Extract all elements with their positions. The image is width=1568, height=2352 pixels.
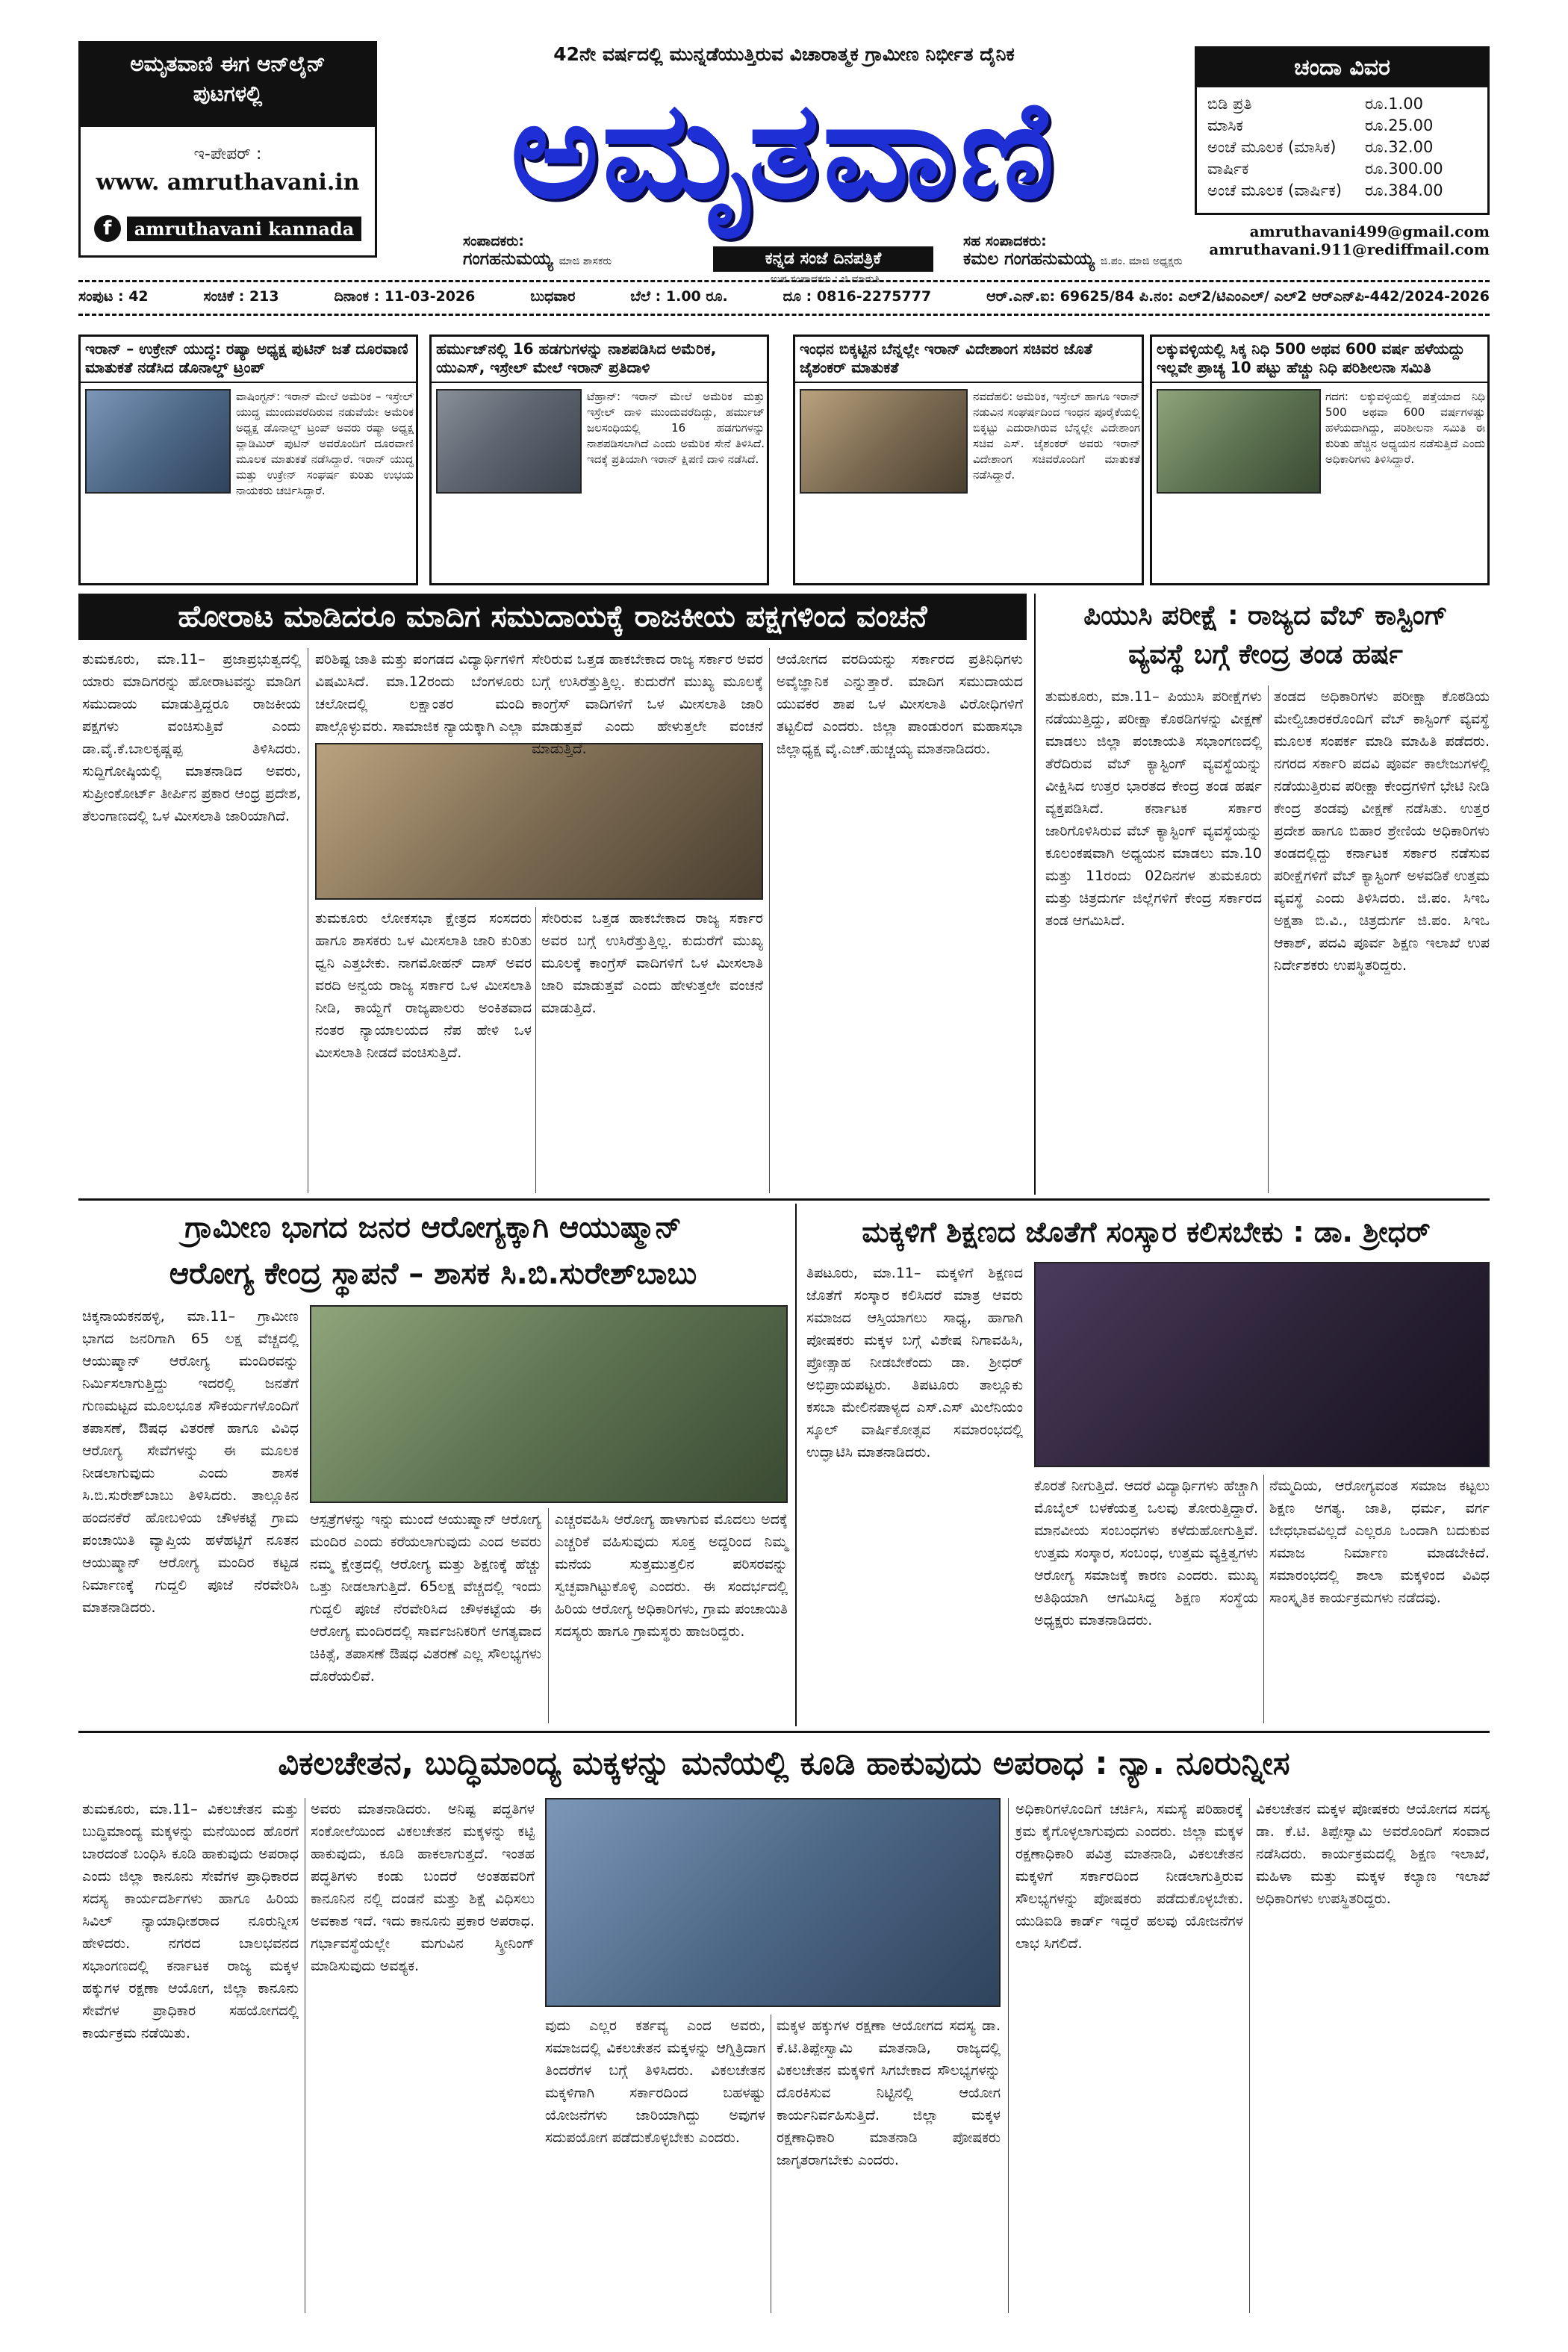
masthead-tagline: 42ನೇ ವರ್ಷದಲ್ಲಿ ಮುನ್ನಡೆಯುತ್ತಿರುವ ವಿಚಾರಾತ್ಮಕ ಗ್ರಾಮೀಣ ನಿರ್ಭೀತ ದೈನಿಕ xyxy=(553,43,1015,65)
volume: ಸಂಪುಟ : 42 xyxy=(78,288,149,305)
email-secondary[interactable]: amruthavani.911@rediffmail.com xyxy=(1209,240,1490,258)
story1-col3b: ಸೇರಿರುವ ಒತ್ತಡ ಹಾಕಬೇಕಾದ ರಾಜ್ಯ ಸರ್ಕಾರ ಅವರ ಬಗ್ಗೆ ಉಸಿರೆತ್ತುತ್ತಿಲ್ಲ. ಕುದುರೆಗೆ ಮುಖ್ಯ ಮೂಲಕ್ಕೆ ಕಾಂಗ್ರೆಸ್ ವಾದಿಗಳಿಗೆ ಒಳ ಮೀಸಲಾತಿ ಜಾರಿ ಮಾಡುತ್ತವೆ ಎಂದು ಹೇಳುತ್ತಲೇ ವಂಚನೆ ಮಾಡುತ್ತಿದೆ. xyxy=(541,910,763,1016)
teaser-photo xyxy=(1157,389,1321,494)
story3-headline-line1[interactable]: ಗ್ರಾಮೀಣ ಭಾಗದ ಜನರ ಆರೋಗ್ಯಕ್ಕಾಗಿ ಆಯುಷ್ಮಾನ್ xyxy=(184,1210,682,1245)
story4-col3: ನೆಮ್ಮದಿಯ, ಆರೋಗ್ಯವಂತ ಸಮಾಜ ಕಟ್ಟಲು ಶಿಕ್ಷಣ ಅಗತ್ಯ. ಜಾತಿ, ಧರ್ಮ, ವರ್ಗ ಬೇಧಭಾವವಿಲ್ಲದೆ ಎಲ್ಲರೂ ಒಂದಾಗಿ ಬದುಕುವ ಸಮಾಜ ನಿರ್ಮಾಣ ಮಾಡಬೇಕಿದೆ. ಸಮಾರಂಭದಲ್ಲಿ ಶಾಲಾ ಮಕ್ಕಳಿಂದ ವಿವಿಧ ಸಾಂಸ್ಕೃತಿಕ ಕಾರ್ಯಕ್ರಮಗಳು ನಡೆದವು. xyxy=(1269,1478,1490,1606)
co-editor-label: ಸಹ ಸಂಪಾದಕರು: xyxy=(963,233,1047,249)
co-editor-name: ಕಮಲ ಗಂಗಹನುಮಯ್ಯ xyxy=(963,249,1095,269)
section-rule xyxy=(78,1731,1490,1733)
teaser-photo xyxy=(85,389,231,494)
teaser-text: ವಾಷಿಂಗ್ಟನ್: ಇರಾನ್ ಮೇಲೆ ಅಮೆರಿಕ – ಇಸ್ರೇಲ್ ಯುದ್ಧ ಮುಂದುವರೆದಿರುವ ನಡುವೆಯೇ ಅಮೆರಿಕ ಅಧ್ಯಕ್ಷ ಡೊನಾಲ್ಡ್ ಟ್ರಂಪ್ ಅವರು ರಷ್ಯಾ ಅಧ್ಯಕ್ಷ ವ್ಲಾಡಿಮಿರ್ ಪುಟಿನ್ ಅವರೊಂದಿಗೆ ದೂರವಾಣಿ ಮೂಲಕ ಮಾತುಕತೆ ನಡೆಸಿದ್ದಾರೆ. ಇರಾನ್ ಯುದ್ಧ ಮತ್ತು ಉಕ್ರೇನ್ ಸಂಘರ್ಷ ಕುರಿತು ಉಭಯ ನಾಯಕರು ಚರ್ಚಿಸಿದ್ದಾರೆ. xyxy=(236,390,414,497)
story4-headline[interactable]: ಮಕ್ಕಳಿಗೆ ಶಿಕ್ಷಣದ ಜೊತೆಗೆ ಸಂಸ್ಕಾರ ಕಲಿಸಬೇಕು : ಡಾ. ಶ್ರೀಧರ್ xyxy=(862,1216,1431,1248)
section-rule xyxy=(78,1198,1490,1201)
teaser-title: ಇಂಧನ ಬಿಕ್ಕಟ್ಟಿನ ಬೆನ್ನಲ್ಲೇ ಇರಾನ್ ವಿದೇಶಾಂಗ ಸಚಿವರ ಜೊತೆ ಜೈಶಂಕರ್ ಮಾತುಕತೆ xyxy=(795,337,1142,383)
editor-name: ಗಂಗಹನುಮಯ್ಯ xyxy=(463,249,553,269)
phone: ದೂ : 0816-2275777 xyxy=(783,288,932,305)
story2-headline-line2[interactable]: ವ್ಯವಸ್ಥೆ ಬಗ್ಗೆ ಕೇಂದ್ರ ತಂಡ ಹರ್ಷ xyxy=(1128,639,1403,670)
teaser-box-2[interactable] xyxy=(429,335,769,585)
subscription-row: ಬಿಡಿ ಪ್ರತಿ ರೂ. 1.00 xyxy=(1207,95,1423,113)
email-primary[interactable]: amruthavani499@gmail.com xyxy=(1249,223,1490,240)
story4-col1: ತಿಪಟೂರು, ಮಾ.11– ಮಕ್ಕಳಿಗೆ ಶಿಕ್ಷಣದ ಜೊತೆಗೆ ಸಂಸ್ಕಾರ ಕಲಿಸಿದರೆ ಮಾತ್ರ ಆವರು ಸಮಾಜದ ಆಸ್ತಿಯಾಗಲು ಸಾಧ್ಯ, ಹಾಗಾಗಿ ಪೋಷಕರು ಮಕ್ಕಳ ಬಗ್ಗೆ ವಿಶೇಷ ನಿಗಾವಹಿಸಿ, ಪ್ರೋತ್ಸಾಹ ನೀಡಬೇಕೆಂದು ಡಾ. ಶ್ರೀಧರ್ ಅಭಿಪ್ರಾಯಪಟ್ಟರು. ತಿಪಟೂರು ತಾಲ್ಲೂಕು ಕಸಬಾ ಮೇಲಿನಪಾಳ್ಯದ ಎಸ್.ಎಸ್ ಮಿಲೆನಿಯಂ ಸ್ಕೂಲ್ ವಾರ್ಷಿಕೋತ್ಸವ ಸಮಾರಂಭದಲ್ಲಿ ಉದ್ಘಾಟಿಸಿ ಮಾತನಾಡಿದರು. xyxy=(806,1265,1023,1460)
story1-headline-bar xyxy=(78,594,1027,640)
story1-col2: ಪರಿಶಿಷ್ಟ ಜಾತಿ ಮತ್ತು ಪಂಗಡದ ವಿದ್ಯಾರ್ಥಿಗಳಿಗೆ ವಿಷಮಿಸಿದೆ. ಮಾ.12ರಂದು ಬೆಂಗಳೂರು ಚಲೋದಲ್ಲಿ ಲಕ್ಷಾಂತರ ಮಂದಿ ಪಾಲ್ಗೊಳ್ಳುವರು. ಸಾಮಾಜಿಕ ನ್ಯಾಯಕ್ಕಾಗಿ ಎಲ್ಲಾ xyxy=(315,651,524,735)
story5-col6: ವಿಕಲಚೇತನ ಮಕ್ಕಳ ಪೋಷಕರು ಆಯೋಗದ ಸದಸ್ಯ ಡಾ. ಕೆ.ಟಿ. ತಿಪ್ಪೇಸ್ವಾಮಿ ಅವರೊಂದಿಗೆ ಸಂವಾದ ನಡೆಸಿದರು. ಕಾರ್ಯಕ್ರಮದಲ್ಲಿ ಶಿಕ್ಷಣ ಇಲಾಖೆ, ಮಹಿಳಾ ಮತ್ತು ಮಕ್ಕಳ ಕಲ್ಯಾಣ ಇಲಾಖೆ ಅಧಿಕಾರಿಗಳು ಉಪಸ್ಥಿತರಿದ್ದರು. xyxy=(1256,1801,1490,1907)
teaser-title: ಹರ್ಮುಜ್‌ನಲ್ಲಿ 16 ಹಡಗುಗಳನ್ನು ನಾಶಪಡಿಸಿದ ಅಮೆರಿಕ, ಯುಎಸ್, ಇಸ್ರೇಲ್ ಮೇಲೆ ಇರಾನ್ ಪ್ರತಿದಾಳಿ xyxy=(432,337,767,383)
teaser-box-1[interactable] xyxy=(78,335,418,585)
website-link[interactable]: www. amruthavani.in xyxy=(96,169,360,196)
story1-col2b: ತುಮಕೂರು ಲೋಕಸಭಾ ಕ್ಷೇತ್ರದ ಸಂಸದರು ಹಾಗೂ ಶಾಸಕರು ಒಳ ಮೀಸಲಾತಿ ಜಾರಿ ಕುರಿತು ಧ್ವನಿ ಎತ್ತಬೇಕು. ನಾಗಮೋಹನ್ ದಾಸ್ ಅವರ ವರದಿ ಅನ್ವಯ ರಾಜ್ಯ ಸರ್ಕಾರ ಒಳ ಮೀಸಲಾತಿ ನೀಡಿ, ಕಾಯ್ದೆಗೆ ರಾಜ್ಯಪಾಲರು ಅಂಕಿತವಾದ ನಂತರ ನ್ಯಾಯಾಲಯದ ನೆಪ ಹೇಳಿ ಒಳ ಮೀಸಲಾತಿ ನೀಡದೆ ವಂಚಿಸುತ್ತಿದೆ. xyxy=(315,910,532,1061)
story2-col2: ತಂಡದ ಅಧಿಕಾರಿಗಳು ಪರೀಕ್ಷಾ ಕೊಠಡಿಯ ಮೇಲ್ವಿಚಾರಕರೊಂದಿಗೆ ವೆಬ್ ಕಾಸ್ಟಿಂಗ್ ವ್ಯವಸ್ಥೆ ಮೂಲಕ ಸಂಪರ್ಕ ಮಾಡಿ ಮಾಹಿತಿ ಪಡೆದರು. ನಗರದ ಸರ್ಕಾರಿ ಪದವಿ ಪೂರ್ವ ಕಾಲೇಜುಗಳಲ್ಲಿ ನಡೆಯುತ್ತಿರುವ ಪರೀಕ್ಷಾ ಕೇಂದ್ರಗಳಿಗೆ ಭೇಟಿ ನೀಡಿ ಕೇಂದ್ರ ತಂಡವು ವೀಕ್ಷಣೆ ನಡೆಸಿತು. ಉತ್ತರ ಪ್ರದೇಶ ಹಾಗೂ ಬಿಹಾರ ಶ್ರೇಣಿಯ ಅಧಿಕಾರಿಗಳು ತಂಡದಲ್ಲಿದ್ದು ಕರ್ನಾಟಕ ಸರ್ಕಾರ ನಡೆಸುವ ಪರೀಕ್ಷೆಗಳಿಗೆ ವೆಬ್ ಕ್ಯಾಸ್ಟಿಂಗ್ ಅಳವಡಿಕೆ ಉತ್ತಮ ವ್ಯವಸ್ಥೆ ಎಂದು ತಿಳಿಸಿದರು. ಜಿ.ಪಂ. ಸಿಇಒ ಅಕ್ಷತಾ ಬಿ.ವಿ., ಚಿತ್ರದುರ್ಗ ಜಿ.ಪಂ. ಸಿಇಒ ಆಕಾಶ್, ಪದವಿ ಪೂರ್ವ ಶಿಕ್ಷಣ ಇಲಾಖೆ ಉಪ ನಿರ್ದೇಶಕರು ಉಪಸ್ಥಿತರಿದ್ದರು. xyxy=(1274,688,1490,974)
subscription-row: ವಾರ್ಷಿಕ ರೂ. 300.00 xyxy=(1207,160,1443,178)
epaper-label: ಇ-ಪೇಪರ್ : xyxy=(193,145,262,164)
story3-photo xyxy=(310,1305,788,1503)
dateline-bottom-rule xyxy=(78,314,1490,316)
online-promo-title: ಅಮೃತವಾಣಿ ಈಗ ಆನ್‌ಲೈನ್ ಪುಟಗಳಲ್ಲಿ xyxy=(81,43,375,127)
subscription-box xyxy=(1195,46,1490,215)
story2-headline-line1[interactable]: ಪಿಯುಸಿ ಪರೀಕ್ಷೆ : ರಾಜ್ಯದ ವೆಬ್ ಕಾಸ್ಟಿಂಗ್ xyxy=(1083,600,1448,631)
teaser-photo xyxy=(436,389,582,494)
teaser-title: ಲಕ್ಕುವಳ್ಳಿಯಲ್ಲಿ ಸಿಕ್ಕ ನಿಧಿ 500 ಅಥವ 600 ವರ್ಷ ಹಳೆಯದ್ದು ಇಲ್ಲವೇ ಪ್ರಾಚ್ಯ 10 ಪಟ್ಟು ಹೆಚ್ಚು ನಿಧಿ ಪರಿಶೀಲನಾ ಸಮಿತಿ xyxy=(1152,337,1487,383)
story1-photo xyxy=(315,743,763,900)
dateline xyxy=(78,288,1490,305)
story1-col1: ತುಮಕೂರು, ಮಾ.11– ಪ್ರಜಾಪ್ರಭುತ್ವದಲ್ಲಿ ಯಾರು ಮಾದಿಗರನ್ನು ಹೋರಾಟವನ್ನು ಮಾಡಿಗ ಸಮುದಾಯ ಮಾಡುತ್ತಿದ್ದರೂ ರಾಜಕೀಯ ಪಕ್ಷಗಳು ವಂಚಿಸುತ್ತಿವೆ ಎಂದು ಡಾ.ವೈ.ಕೆ.ಬಾಲಕೃಷ್ಣಪ್ಪ ತಿಳಿಸಿದರು. ಸುದ್ದಿಗೋಷ್ಠಿಯಲ್ಲಿ ಮಾತನಾಡಿದ ಅವರು, ಸುಪ್ರೀಂಕೋರ್ಟ್ ತೀರ್ಪಿನ ಪ್ರಕಾರ ಆಂಧ್ರ ಪ್ರದೇಶ, ತೆಲಂಗಾಣದಲ್ಲಿ ಒಳ ಮೀಸಲಾತಿ ಜಾರಿಯಾಗಿದೆ. xyxy=(82,651,301,824)
weekday: ಬುಧವಾರ xyxy=(530,288,576,305)
teaser-photo xyxy=(800,389,968,494)
subscription-row: ಮಾಸಿಕ ರೂ. 25.00 xyxy=(1207,116,1434,134)
dateline-top-rule xyxy=(78,280,1490,282)
subscription-row: ಅಂಚೆ ಮೂಲಕ (ವಾರ್ಷಿಕ) ರೂ. 384.00 xyxy=(1207,181,1443,199)
masthead-logo: ಅಮೃತವಾಣಿ xyxy=(510,72,1058,228)
co-editor-note: ಜಿ.ಪಂ. ಮಾಜಿ ಅಧ್ಯಕ್ಷರು xyxy=(1100,255,1183,267)
teaser-text: ಟೆಹ್ರಾನ್: ಇರಾನ್ ಮೇಲೆ ಅಮೆರಿಕ ಮತ್ತು ಇಸ್ರೇಲ್ ದಾಳಿ ಮುಂದುವರೆದಿದ್ದು, ಹರ್ಮುಜ್ ಜಲಸಂಧಿಯಲ್ಲಿ 16 ಹಡಗುಗಳನ್ನು ನಾಶಪಡಿಸಲಾಗಿದೆ ಎಂದು ಅಮೆರಿಕ ಸೇನೆ ತಿಳಿಸಿದೆ. ಇದಕ್ಕೆ ಪ್ರತಿಯಾಗಿ ಇರಾನ್ ಕ್ಷಿಪಣಿ ದಾಳಿ ನಡೆಸಿದೆ. xyxy=(587,390,765,466)
sub-editor: ಉಪ ಸಂಪಾದಕರು : ಜಿ.ಮಾರುತಿ xyxy=(770,273,880,285)
teaser-text: ಗದಗ: ಲಕ್ಕುವಳ್ಳಿಯಲ್ಲಿ ಪತ್ತೆಯಾದ ನಿಧಿ 500 ಅಥವಾ 600 ವರ್ಷಗಳಷ್ಟು ಹಳೆಯದಾಗಿದ್ದು, ಪರಿಶೀಲನಾ ಸಮಿತಿ ಈ ಕುರಿತು ಹೆಚ್ಚಿನ ಅಧ್ಯಯನ ನಡೆಸುತ್ತಿದೆ ಎಂದು ಅಧಿಕಾರಿಗಳು ತಿಳಿಸಿದ್ದಾರೆ. xyxy=(1325,390,1485,466)
editor-block xyxy=(463,233,747,269)
story5-col1: ತುಮಕೂರು, ಮಾ.11– ವಿಕಲಚೇತನ ಮತ್ತು ಬುದ್ಧಿಮಾಂದ್ಯ ಮಕ್ಕಳನ್ನು ಮನೆಯಿಂದ ಹೊರಗೆ ಬಾರದಂತೆ ಬಂಧಿಸಿ ಕೂಡಿ ಹಾಕುವುದು ಅಪರಾಧ ಎಂದು ಜಿಲ್ಲಾ ಕಾನೂನು ಸೇವೆಗಳ ಪ್ರಾಧಿಕಾರದ ಸದಸ್ಯ ಕಾರ್ಯದರ್ಶಿಗಳು ಹಾಗೂ ಹಿರಿಯ ಸಿವಿಲ್ ನ್ಯಾಯಾಧೀಶರಾದ ನೂರುನ್ನೀಸ ಹೇಳಿದರು. ನಗರದ ಬಾಲಭವನದ ಸಭಾಂಗಣದಲ್ಲಿ ಕರ್ನಾಟಕ ರಾಜ್ಯ ಮಕ್ಕಳ ಹಕ್ಕುಗಳ ರಕ್ಷಣಾ ಆಯೋಗ, ಜಿಲ್ಲಾ ಕಾನೂನು ಸೇವೆಗಳ ಪ್ರಾಧಿಕಾರ ಸಹಯೋಗದಲ್ಲಿ ಕಾರ್ಯಕ್ರಮ ನಡೆಯಿತು. xyxy=(82,1801,299,2041)
subscription-title: ಚಂದಾ ವಿವರ xyxy=(1197,49,1487,87)
online-promo-box xyxy=(78,41,377,258)
story5-col3: ವುದು ಎಲ್ಲರ ಕರ್ತವ್ಯ ಎಂದ ಅವರು, ಸಮಾಜದಲ್ಲಿ ವಿಕಲಚೇತನ ಮಕ್ಕಳನ್ನು ಆಗ್ನಿತ್ರಿದಾಗ ತಿಂದರೆಗಳ ಬಗ್ಗೆ ತಿಳಿಸಿದರು. ವಿಕಲಚೇತನ ಮಕ್ಕಳಿಗಾಗಿ ಸರ್ಕಾರದಿಂದ ಬಹಳಷ್ಟು ಯೋಜನೆಗಳು ಜಾರಿಯಾಗಿದ್ದು ಅವುಗಳ ಸದುಪಯೋಗ ಪಡೆದುಕೊಳ್ಳಬೇಕು ಎಂದರು. xyxy=(545,2017,765,2146)
teaser-box-3[interactable] xyxy=(793,335,1144,585)
story1-headline[interactable]: ಹೋರಾಟ ಮಾಡಿದರೂ ಮಾದಿಗ ಸಮುದಾಯಕ್ಕೆ ರಾಜಕೀಯ ಪಕ್ಷಗಳಿಂದ ವಂಚನೆ xyxy=(178,600,927,634)
registration: ಆರ್.ಎನ್.ಐ: 69625/84 ಪಿ.ನಂ: ಎಲ್2/ಟಿಎಂಎಲ್/ ಎಲ್2 ಆರ್‌ಎನ್‌ಪಿ-442/2024-2026 xyxy=(986,288,1490,305)
story5-col4: ಮಕ್ಕಳ ಹಕ್ಕುಗಳ ರಕ್ಷಣಾ ಆಯೋಗದ ಸದಸ್ಯ ಡಾ. ಕೆ.ಟಿ.ತಿಪ್ಪೇಸ್ವಾಮಿ ಮಾತನಾಡಿ, ರಾಜ್ಯದಲ್ಲಿ ವಿಕಲಚೇತನ ಮಕ್ಕಳಿಗೆ ಸಿಗಬೇಕಾದ ಸೌಲಭ್ಯಗಳನ್ನು ದೊರಕಿಸುವ ನಿಟ್ಟಿನಲ್ಲಿ ಆಯೋಗ ಕಾರ್ಯನಿರ್ವಹಿಸುತ್ತಿದೆ. ಜಿಲ್ಲಾ ಮಕ್ಕಳ ರಕ್ಷಣಾಧಿಕಾರಿ ಮಾತನಾಡಿ ಪೋಷಕರು ಜಾಗೃತರಾಗಬೇಕು ಎಂದರು. xyxy=(777,2017,1001,2168)
story3-col3: ಎಚ್ಚರವಹಿಸಿ ಆರೋಗ್ಯ ಹಾಳಾಗುವ ಮೊದಲು ಅದಕ್ಕೆ ಎಚ್ಚರಿಕೆ ವಹಿಸುವುದು ಸೂಕ್ತ ಅದ್ದರಿಂದ ನಿಮ್ಮ ಮನೆಯ ಸುತ್ತಮುತ್ತಲಿನ ಪರಿಸರವನ್ನು ಸ್ವಚ್ಛವಾಗಿಟ್ಟುಕೊಳ್ಳಿ ಎಂದರು. ಈ ಸಂದರ್ಭದಲ್ಲಿ ಹಿರಿಯ ಆರೋಗ್ಯ ಅಧಿಕಾರಿಗಳು, ಗ್ರಾಮ ಪಂಚಾಯಿತಿ ಸದಸ್ಯರು ಹಾಗೂ ಗ್ರಾಮಸ್ಥರು ಹಾಜರಿದ್ದರು. xyxy=(555,1511,788,1640)
story2-col1: ತುಮಕೂರು, ಮಾ.11– ಪಿಯುಸಿ ಪರೀಕ್ಷೆಗಳು ನಡೆಯುತ್ತಿದ್ದು, ಪರೀಕ್ಷಾ ಕೊಠಡಿಗಳನ್ನು ವೀಕ್ಷಣೆ ಮಾಡಲು ಜಿಲ್ಲಾ ಪಂಚಾಯತಿ ಸಭಾಂಗಣದಲ್ಲಿ ತೆರೆದಿರುವ ವೆಬ್ ಕ್ಯಾಸ್ಟಿಂಗ್ ವ್ಯವಸ್ಥೆಯನ್ನು ವೀಕ್ಷಿಸಿದ ಉತ್ತರ ಭಾರತದ ಕೇಂದ್ರ ತಂಡ ಹರ್ಷ ವ್ಯಕ್ತಪಡಿಸಿದೆ. ಕರ್ನಾಟಕ ಸರ್ಕಾರ ಜಾರಿಗೊಳಿಸಿರುವ ವೆಬ್ ಕ್ಯಾಸ್ಟಿಂಗ್ ವ್ಯವಸ್ಥೆಯನ್ನು ಕೂಲಂಕಷವಾಗಿ ಅಧ್ಯಯನ ಮಾಡಲು ಮಾ.10 ಮತ್ತು 11ರಂದು 02ದಿನಗಳ ತುಮಕೂರು ಮತ್ತು ಚಿತ್ರದುರ್ಗ ಜಿಲ್ಲೆಗಳಿಗೆ ಕೇಂದ್ರ ಸರ್ಕಾರದ ತಂಡ ಆಗಮಿಸಿದೆ. xyxy=(1045,688,1262,929)
story1-col3: ಸೇರಿರುವ ಒತ್ತಡ ಹಾಕಬೇಕಾದ ರಾಜ್ಯ ಸರ್ಕಾರ ಅವರ ಬಗ್ಗೆ ಉಸಿರೆತ್ತುತ್ತಿಲ್ಲ. ಕುದುರೆಗೆ ಮುಖ್ಯ ಮೂಲಕ್ಕೆ ಕಾಂಗ್ರೆಸ್ ವಾದಿಗಳಿಗೆ ಒಳ ಮೀಸಲಾತಿ ಜಾರಿ ಮಾಡುತ್ತವೆ ಎಂದು ಹೇಳುತ್ತಲೇ ವಂಚನೆ ಮಾಡುತ್ತಿದೆ. xyxy=(532,651,763,757)
story3-col2: ಆಸ್ಪತ್ರೆಗಳನ್ನು ಇನ್ನು ಮುಂದೆ ಆಯುಷ್ಮಾನ್ ಆರೋಗ್ಯ ಮಂದಿರ ಎಂದು ಕರೆಯಲಾಗುವುದು ಎಂದ ಅವರು ನಮ್ಮ ಕ್ಷೇತ್ರದಲ್ಲಿ ಆರೋಗ್ಯ ಮತ್ತು ಶಿಕ್ಷಣಕ್ಕೆ ಹೆಚ್ಚು ಒತ್ತು ನೀಡಲಾಗುತ್ತಿದೆ. 65ಲಕ್ಷ ವೆಚ್ಚದಲ್ಲಿ ಇಂದು ಗುದ್ದಲಿ ಪೂಜೆ ನೆರವೇರಿಸಿದ ಚೌಳಕಟ್ಟೆಯ ಈ ಆರೋಗ್ಯ ಮಂದಿರದಲ್ಲಿ ಸಾರ್ವಜನಿಕರಿಗೆ ಅಗತ್ಯವಾದ ಚಿಕಿತ್ಸೆ, ತಪಾಸಣೆ ಔಷಧ ವಿತರಣೆ ಎಲ್ಲ ಸೌಲಭ್ಯಗಳು ದೊರೆಯಲಿವೆ. xyxy=(310,1511,541,1684)
story1-col4: ಆಯೋಗದ ವರದಿಯನ್ನು ಸರ್ಕಾರದ ಪ್ರತಿನಿಧಿಗಳು ಅವೈಜ್ಞಾನಿಕ ಎನ್ನುತ್ತಾರೆ. ಮಾದಿಗ ಸಮುದಾಯದ ಯುವಕರ ಶಾಪ ಒಳ ಮೀಸಲಾತಿ ವಿರೋಧಿಗಳಿಗೆ ತಟ್ಟಲಿದೆ ಎಂದರು. ಜಿಲ್ಲಾ ಪಾಂಡುರಂಗ ಮಹಾಸಭಾ ಜಿಲ್ಲಾಧ್ಯಕ್ಷ ವೈ.ಎಚ್.ಹುಚ್ಚಯ್ಯ ಮಾತನಾಡಿದರು. xyxy=(777,651,1023,757)
facebook-icon: f xyxy=(94,215,121,242)
story4-photo xyxy=(1034,1262,1490,1467)
editor-note: ಮಾಜಿ ಶಾಸಕರು xyxy=(559,255,612,267)
teaser-title: ಇರಾನ್ – ಉಕ್ರೇನ್ ಯುದ್ಧ: ರಷ್ಯಾ ಅಧ್ಯಕ್ಷ ಪುಟಿನ್ ಜತೆ ದೂರವಾಣಿ ಮಾತುಕತೆ ನಡೆಸಿದ ಡೊನಾಲ್ಡ್ ಟ್ರಂಪ್ xyxy=(81,337,416,383)
story5-headline[interactable]: ವಿಕಲಚೇತನ, ಬುದ್ಧಿಮಾಂದ್ಯ ಮಕ್ಕಳನ್ನು ಮನೆಯಲ್ಲಿ ಕೂಡಿ ಹಾಕುವುದು ಅಪರಾಧ : ನ್ಯಾ. ನೂರುನ್ನೀಸ xyxy=(278,1745,1290,1782)
facebook-row[interactable] xyxy=(81,215,375,242)
date: ದಿನಾಂಕ : 11-03-2026 xyxy=(334,288,476,305)
story5-photo xyxy=(545,1798,1001,2007)
story5-col5: ಅಧಿಕಾರಿಗಳೊಂದಿಗೆ ಚರ್ಚಿಸಿ, ಸಮಸ್ಯೆ ಪರಿಹಾರಕ್ಕೆ ಕ್ರಮ ಕೈಗೊಳ್ಳಲಾಗುವುದು ಎಂದರು. ಜಿಲ್ಲಾ ಮಕ್ಕಳ ರಕ್ಷಣಾಧಿಕಾರಿ ಪವಿತ್ರ ಮಾತನಾಡಿ, ವಿಕಲಚೇತನ ಮಕ್ಕಳಿಗೆ ಸರ್ಕಾರದಿಂದ ನೀಡಲಾಗುತ್ತಿರುವ ಸೌಲಭ್ಯಗಳನ್ನು ಪೋಷಕರು ಪಡೆದುಕೊಳ್ಳಬೇಕು. ಯುಡಿಐಡಿ ಕಾರ್ಡ್ ಇದ್ದರೆ ಹಲವು ಯೋಜನೆಗಳ ಲಾಭ ಸಿಗಲಿದೆ. xyxy=(1015,1801,1243,1952)
teaser-box-4[interactable] xyxy=(1150,335,1490,585)
subscription-row: ಅಂಚೆ ಮೂಲಕ (ಮಾಸಿಕ) ರೂ. 32.00 xyxy=(1207,138,1434,156)
story5-col2: ಅವರು ಮಾತನಾಡಿದರು. ಅನಿಷ್ಟ ಪದ್ಧತಿಗಳ ಸಂಕೋಲೆಯಿಂದ ವಿಕಲಚೇತನ ಮಕ್ಕಳನ್ನು ಕಟ್ಟಿ ಹಾಕುವುದು, ಕೂಡಿ ಹಾಕಲಾಗುತ್ತದೆ. ಇಂತಹ ಪದ್ಧತಿಗಳು ಕಂಡು ಬಂದರೆ ಅಂತಹವರಿಗೆ ಕಾನೂನಿನ ನಲ್ಲಿ ದಂಡನೆ ಮತ್ತು ಶಿಕ್ಷೆ ವಿಧಿಸಲು ಅವಕಾಶ ಇದೆ. ಇದು ಕಾನೂನು ಪ್ರಕಾರ ಅಪರಾಧ. ಗರ್ಭಾವಸ್ಥೆಯಲ್ಲೇ ಮಗುವಿನ ಸ್ಕ್ರೀನಿಂಗ್ ಮಾಡಿಸುವುದು ಅವಶ್ಯಕ. xyxy=(311,1801,535,1974)
price: ಬೆಲೆ : 1.00 ರೂ. xyxy=(630,288,728,305)
editor-label: ಸಂಪಾದಕರು: xyxy=(463,233,524,249)
paper-type-badge: ಕನ್ನಡ ಸಂಜೆ ದಿನಪತ್ರಿಕೆ xyxy=(713,246,933,272)
story4-col2: ಕೊರತೆ ನೀಗುತ್ತಿದೆ. ಆದರೆ ವಿದ್ಯಾರ್ಥಿಗಳು ಹೆಚ್ಚಾಗಿ ಮೊಬೈಲ್ ಬಳಕೆಯತ್ತ ಒಲವು ತೋರುತ್ತಿದ್ದಾರೆ. ಮಾನವೀಯ ಸಂಬಂಧಗಳು ಕಳೆದುಹೋಗುತ್ತಿವೆ. ಉತ್ತಮ ಸಂಸ್ಕಾರ, ಸಂಬಂಧ, ಉತ್ತಮ ವ್ಯಕ್ತಿತ್ವಗಳು ಆರೋಗ್ಯ ಸಮಾಜಕ್ಕೆ ಕಾರಣ ಎಂದರು. ಮುಖ್ಯ ಅತಿಥಿಯಾಗಿ ಆಗಮಿಸಿದ್ದ ಶಿಕ್ಷಣ ಸಂಸ್ಥೆಯ ಅಧ್ಯಕ್ಷರು ಮಾತನಾಡಿದರು. xyxy=(1034,1478,1258,1628)
story3-col1: ಚಿಕ್ಕನಾಯಕನಹಳ್ಳಿ, ಮಾ.11– ಗ್ರಾಮೀಣ ಭಾಗದ ಜನರಿಗಾಗಿ 65 ಲಕ್ಷ ವೆಚ್ಚದಲ್ಲಿ ಆಯುಷ್ಮಾನ್ ಆರೋಗ್ಯ ಮಂದಿರವನ್ನು ನಿರ್ಮಿಸಲಾಗುತ್ತಿದ್ದು ಇದರಲ್ಲಿ ಜನತೆಗೆ ಗುಣಮಟ್ಟದ ಮೂಲಭೂತ ಸೌಕರ್ಯಗಳೊಂದಿಗೆ ತಪಾಸಣೆ, ಔಷಧ ವಿತರಣೆ ಹಾಗೂ ವಿವಿಧ ಆರೋಗ್ಯ ಸೇವೆಗಳನ್ನು ಈ ಮೂಲಕ ನೀಡಲಾಗುವುದು ಎಂದು ಶಾಸಕ ಸಿ.ಬಿ.ಸುರೇಶ್‌ಬಾಬು ತಿಳಿಸಿದರು. ತಾಲ್ಲೂಕಿನ ಹಂದನಕೆರೆ ಹೋಬಳಿಯ ಚೌಳಕಟ್ಟೆ ಗ್ರಾಮ ಪಂಚಾಯಿತಿ ವ್ಯಾಪ್ತಿಯ ಹಳೆಹಟ್ಟಿಗೆ ನೂತನ ಆಯುಷ್ಮಾನ್ ಆರೋಗ್ಯ ಮಂದಿರ ಕಟ್ಟಡ ನಿರ್ಮಾಣಕ್ಕೆ ಗುದ್ದಲಿ ಪೂಜೆ ನೆರವೇರಿಸಿ ಮಾತನಾಡಿದರು. xyxy=(82,1308,299,1616)
issue: ಸಂಚಿಕೆ : 213 xyxy=(203,288,279,305)
facebook-handle: amruthavani kannada xyxy=(127,217,362,241)
teaser-text: ನವದೆಹಲಿ: ಅಮೆರಿಕ, ಇಸ್ರೇಲ್ ಹಾಗೂ ಇರಾನ್ ನಡುವಿನ ಸಂಘರ್ಷದಿಂದ ಇಂಧನ ಪೂರೈಕೆಯಲ್ಲಿ ಬಿಕ್ಕಟ್ಟು ಎದುರಾಗಿರುವ ಬೆನ್ನಲ್ಲೇ ವಿದೇಶಾಂಗ ಸಚಿವ ಎಸ್. ಜೈಶಂಕರ್ ಅವರು ಇರಾನ್ ವಿದೇಶಾಂಗ ಸಚಿವರೊಂದಿಗೆ ಮಾತುಕತೆ ನಡೆಸಿದ್ದಾರೆ. xyxy=(973,390,1140,482)
story3-headline-line2[interactable]: ಆರೋಗ್ಯ ಕೇಂದ್ರ ಸ್ಥಾಪನೆ – ಶಾಸಕ ಸಿ.ಬಿ.ಸುರೇಶ್‌ಬಾಬು xyxy=(169,1257,697,1291)
